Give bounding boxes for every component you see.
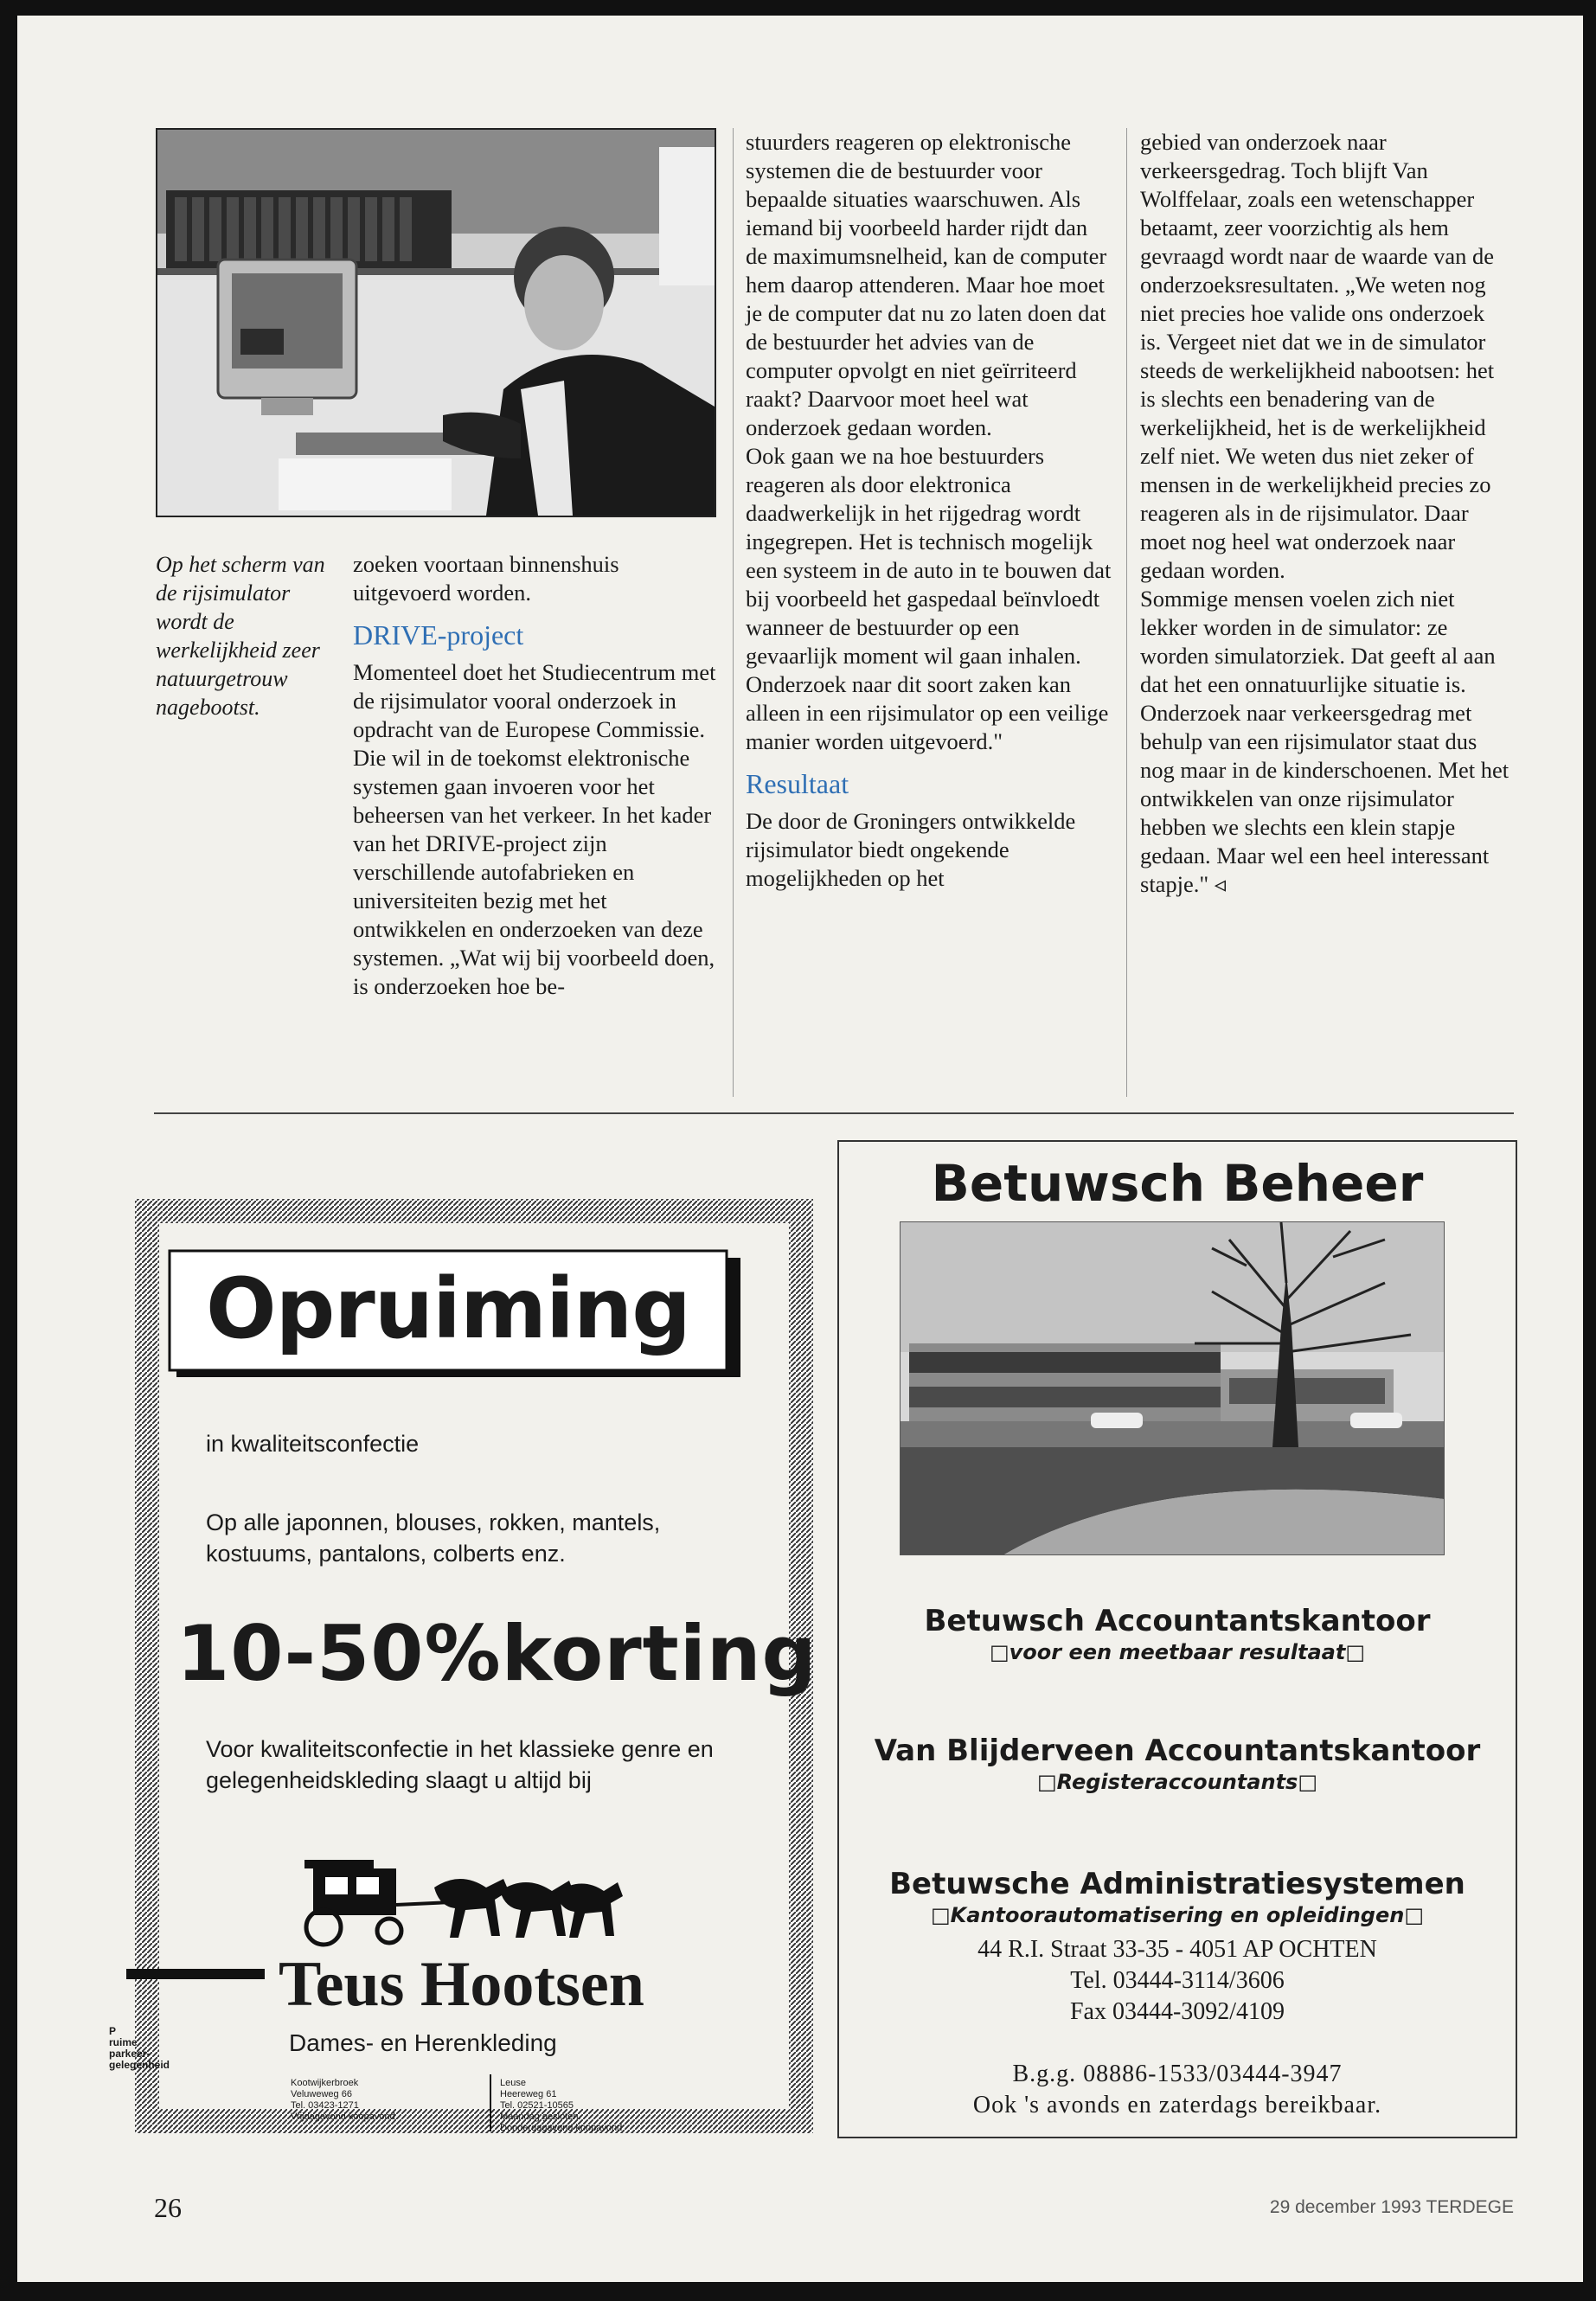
- column-divider-2: [1126, 128, 1127, 1097]
- discount-headline: 10-50%korting: [176, 1609, 817, 1698]
- parking-note: P ruime parkeer- gelegenheid: [109, 2025, 170, 2071]
- col1-intro: zoeken voortaan binnenshuis uitgevoerd worden.: [353, 551, 619, 606]
- ad-opruiming: [109, 1195, 818, 2138]
- store-kootwijkerbroek: Kootwijkerbroek Veluweweg 66 Tel. 03423-1271 Vrijdagavond koopavond.: [291, 2078, 398, 2122]
- magazine-page: [17, 16, 1583, 2282]
- brand-subtitle: Dames- en Herenkleding: [289, 2029, 557, 2056]
- col2-paragraph-2: Ook gaan we na hoe bestuurders reageren als door elektronica daadwerkelijk in het rijgedrag wordt ingegrepen. Het is technisch mogelijk een systeem in de auto in te bouwen dat bij voorbeeld het gaspedaal beïnvloedt wanneer de bestuurder op een gevaarlijk moment wil gaan inhalen. Onderzoek naar dit soort zaken kan alleen in een rijsimulator op een veilige manier worden uitgevoerd.": [746, 443, 1112, 754]
- opening-hours: Ook 's avonds en zaterdags bereikbaar.: [972, 2092, 1382, 2118]
- firm-1-name: Betuwsch Accountantskantoor: [924, 1604, 1431, 1638]
- opruiming-line-2: Op alle japonnen, blouses, rokken, mantels, kostuums, pantalons, colberts enz.: [206, 1509, 661, 1567]
- store-divider: [490, 2074, 491, 2131]
- section-divider: [154, 1112, 1514, 1114]
- col1-body: Momenteel doet het Studiecentrum met de rijsimulator vooral onderzoek in opdracht van de Europese Commissie. Die wil in de toekomst elektronische systemen gaan invoeren voor het beheersen van het verkeer. In het kader van het DRIVE-project zijn verschillende autofabrieken en universiteiten bezig met het ontwikkelen en onderzoeken van deze systemen. „Wat wij bij voorbeeld doen, is onderzoeken hoe be-: [353, 659, 716, 999]
- firm-1-tagline: □voor een meetbaar resultaat□: [989, 1640, 1365, 1664]
- firm-2-name: Van Blijderveen Accountantskantoor: [874, 1734, 1481, 1768]
- betuwsch-beheer-title: Betuwsch Beheer: [931, 1154, 1424, 1213]
- firm-3-tagline: □Kantoorautomatisering en opleidingen□: [930, 1903, 1425, 1927]
- fax: Fax 03444-3092/4109: [1069, 1998, 1285, 2025]
- brand-name: Teus Hootsen: [279, 1949, 644, 2020]
- office-building-illustration: [901, 1222, 1444, 1554]
- heading-resultaat: Resultaat: [746, 768, 849, 799]
- firm-3-name: Betuwsche Administratiesystemen: [889, 1867, 1465, 1901]
- column-divider-1: [733, 128, 734, 1097]
- col2-paragraph-1: stuurders reageren op elektronische systemen die de bestuurder voor bepaalde situaties waarschuwen. Als iemand bij voorbeeld harder rijdt dan de maximumsnelheid, kan de computer hem daarop attenderen. Maar hoe moet je de computer dat nu zo laten doen dat de bestuurder het advies van de computer opvolgt en niet geïrriteerd raakt? Daarvoor moet heel wat onderzoek gedaan worden.: [746, 129, 1107, 440]
- office-photo: [900, 1221, 1445, 1555]
- telephone: Tel. 03444-3114/3606: [1070, 1967, 1285, 1994]
- article-column-3: [1140, 128, 1510, 899]
- opruiming-title: Opruiming: [206, 1260, 690, 1357]
- ad-betuwsch-beheer: [837, 1140, 1517, 2138]
- address: 44 R.I. Straat 33-35 - 4051 AP OCHTEN: [977, 1936, 1377, 1963]
- col3-paragraph-2: Sommige mensen voelen zich niet lekker worden in de simulator: ze worden simulatorziek. Dat geeft al aan dat het een onnatuurlijke situatie is. Onderzoek naar verkeersgedrag met behulp van een rijsimulator staat dus nog maar in de kinderschoenen. Met het ontwikkelen van onze rijsimulator hebben we slechts een klein stapje gedaan. Maar wel een heel interessant stapje." ◃: [1140, 586, 1509, 897]
- col2-paragraph-3: De door de Groningers ontwikkelde rijsimulator biedt ongekende mogelijkheden op het: [746, 808, 1076, 891]
- col3-paragraph-1: gebied van onderzoek naar verkeersgedrag. Toch blijft Van Wolffelaar, zoals een wetenschapper betaamt, zeer voorzichtig als hem gevraagd wordt naar de waarde van de onderzoeksresultaten. „We weten nog niet precies hoe valide ons onderzoek is. Vergeet niet dat we in de simulator steeds de werkelijkheid nabootsen: het is slechts een benadering van de werkelijkheid, het is de werkelijkheid zelf niet. We weten dus niet zeker of mensen in de werkelijkheid precies zo reageren als in de rijsimulator. Daar moet nog heel wat onderzoek naar gedaan worden.: [1140, 129, 1495, 583]
- heading-drive-project: DRIVE-project: [353, 619, 524, 651]
- opruiming-line-1: in kwaliteitsconfectie: [206, 1431, 420, 1457]
- simulator-photo: [156, 128, 716, 517]
- phone-alternative: B.g.g. 08886-1533/03444-3947: [1012, 2061, 1343, 2087]
- page-number: 26: [154, 2192, 182, 2223]
- issue-date: 29 december 1993 TERDEGE: [1269, 2197, 1514, 2217]
- article-column-2: [746, 128, 1112, 893]
- article-column-1: [353, 550, 720, 1001]
- firm-2-tagline: □Registeraccountants□: [1036, 1770, 1317, 1794]
- photo-caption: Op het scherm van de rijsimulator wordt de werkelijkheid zeer natuurgetrouw nagebootst.: [156, 552, 325, 720]
- photo-illustration: [157, 130, 715, 516]
- store-leuse: Leuse Heereweg 61 Tel. 02521-10565 Maandag gesloten. Donderdagavond koopavond: [500, 2078, 623, 2133]
- carriage-horses-icon: [296, 1853, 625, 1948]
- opruiming-line-3: Voor kwaliteitsconfectie in het klassieke genre en gelegenheidskleding slaagt u altijd bij: [206, 1736, 714, 1793]
